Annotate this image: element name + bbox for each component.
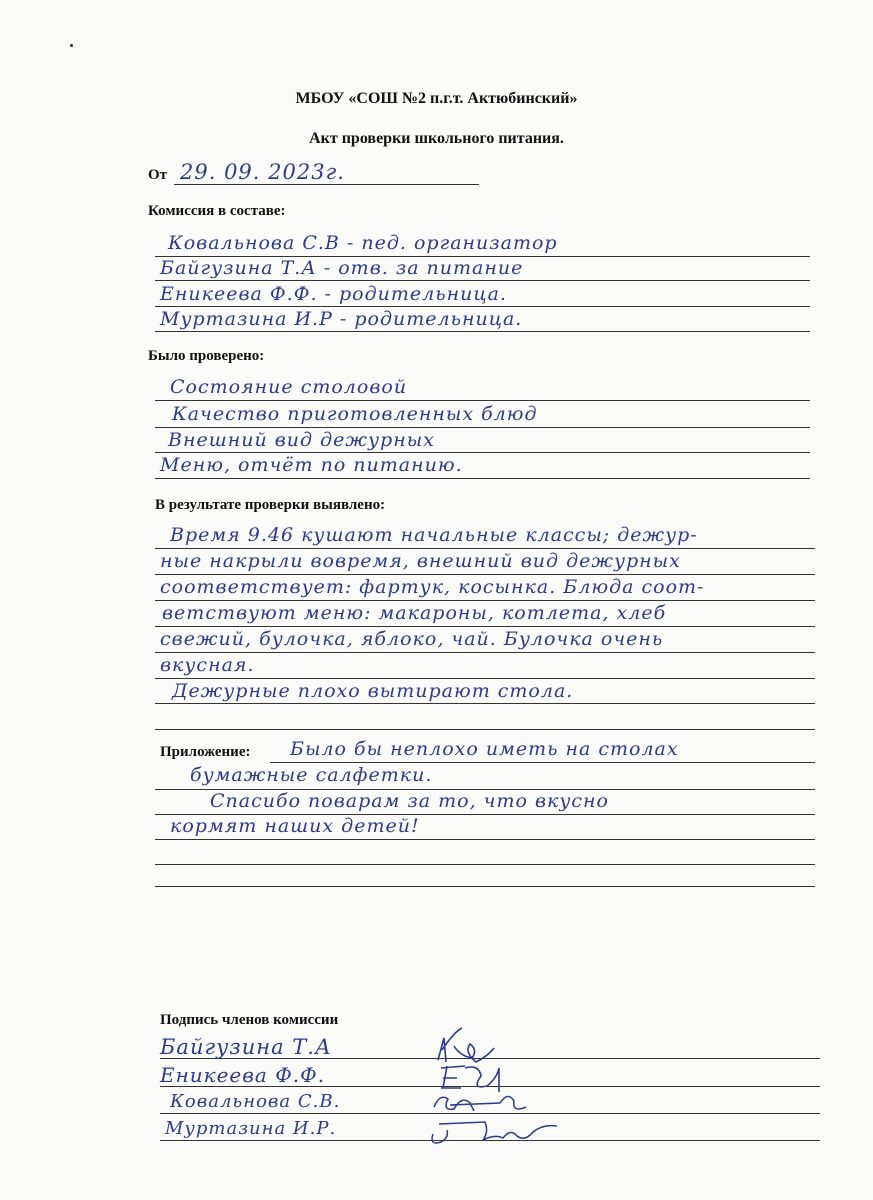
date-label: От: [148, 167, 168, 183]
result-line: Время 9.46 кушают начальные классы; дежур-: [170, 524, 698, 546]
appendix-line: Было бы неплохо иметь на столах: [290, 738, 679, 760]
signer-name: Еникеева Ф.Ф.: [160, 1063, 326, 1087]
commission-member: Ковальнова С.В - пед. организатор: [168, 232, 558, 254]
commission-member: Еникеева Ф.Ф. - родительница.: [160, 283, 507, 305]
rule: [270, 762, 815, 763]
result-line: свежий, булочка, яблоко, чай. Булочка очень: [160, 628, 664, 650]
result-line: Дежурные плохо вытирают стола.: [172, 680, 574, 702]
rule: [155, 864, 815, 865]
rule: [155, 280, 810, 281]
result-line: ветствуют меню: макароны, котлета, хлеб: [162, 602, 667, 624]
signatures-label: Подпись членов комиссии: [160, 1012, 339, 1028]
checked-item: Состояние столовой: [170, 376, 408, 398]
date-rule: [174, 184, 479, 185]
rule: [155, 548, 815, 549]
commission-member: Муртазина И.Р - родительница.: [160, 308, 523, 330]
rule: [155, 839, 815, 840]
rule: [155, 703, 815, 704]
date-value: 29. 09. 2023г.: [180, 160, 345, 184]
checked-item: Внешний вид дежурных: [168, 429, 435, 451]
commission-member: Байгузина Т.А - отв. за питание: [160, 257, 524, 279]
appendix-line: бумажные салфетки.: [190, 764, 433, 786]
rule: [155, 478, 810, 479]
rule: [155, 600, 815, 601]
rule: [155, 652, 815, 653]
institution-name: МБОУ «СОШ №2 п.г.т. Актюбинский»: [295, 90, 578, 107]
rule: [155, 331, 810, 332]
rule: [155, 400, 810, 401]
appendix-line: Спасибо поварам за то, что вкусно: [210, 790, 610, 812]
rule: [155, 306, 810, 307]
rule: [155, 678, 815, 679]
signature-mark: [425, 1112, 565, 1152]
checked-item: Качество приготовленных блюд: [172, 403, 538, 425]
signer-name: Байгузина Т.А: [160, 1035, 332, 1059]
rule: [155, 729, 815, 730]
appendix-label: Приложение:: [160, 744, 251, 760]
document-title: Акт проверки школьного питания.: [309, 130, 564, 147]
signer-name: Муртазина И.Р.: [165, 1118, 337, 1139]
commission-label: Комиссия в составе:: [148, 203, 286, 219]
result-line: соответствует: фартук, косынка. Блюда соот-: [160, 576, 705, 598]
speck: [70, 44, 73, 47]
appendix-line: кормят наших детей!: [170, 815, 420, 837]
rule: [155, 427, 810, 428]
result-label: В результате проверки выявлено:: [155, 497, 386, 513]
rule: [155, 452, 810, 453]
rule: [155, 574, 815, 575]
checked-label: Было проверено:: [148, 348, 265, 364]
checked-item: Меню, отчёт по питанию.: [160, 454, 463, 476]
rule: [155, 886, 815, 887]
result-line: вкусная.: [160, 654, 255, 676]
rule: [155, 626, 815, 627]
result-line: ные накрыли вовремя, внешний вид дежурных: [160, 550, 681, 572]
signer-name: Ковальнова С.В.: [170, 1091, 341, 1112]
